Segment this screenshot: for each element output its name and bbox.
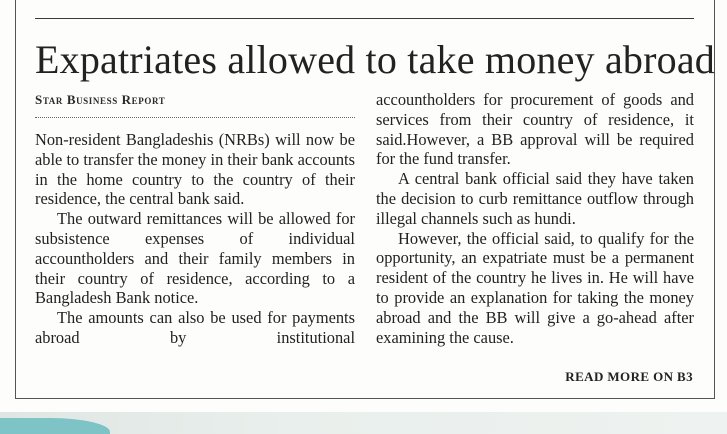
- paragraph-2: The outward remittances will be allowed for subsistence expenses of individual accountholders and their family members in their country of residence, according to a Bangladesh Bank notice.: [35, 209, 355, 308]
- byline-dotted-divider: [35, 117, 355, 118]
- paragraph-3-continued: accountholders for procurement of goods and services from their country of residence, it said.However, a BB approval will be required for the fund transfer.: [376, 90, 694, 169]
- paragraph-3: The amounts can also be used for payments abroad by institutional: [35, 308, 355, 347]
- article-column-right: [376, 90, 694, 347]
- top-rule: [35, 18, 694, 19]
- headline: Expatriates allowed to take money abroad: [35, 37, 715, 82]
- paragraph-1: Non-resident Bangladeshis (NRBs) will now be able to transfer the money in their bank accounts in the home country to the country of their residence, the central bank said.: [35, 130, 355, 209]
- article-column-left: [35, 130, 355, 348]
- read-more-link[interactable]: READ MORE ON B3: [565, 369, 693, 384]
- paragraph-5: However, the official said, to qualify for the opportunity, an expatriate must be a permanent resident of the country he lives in. He will have to provide an explanation for taking the money abroad and the BB will give a go-ahead after examining the cause.: [376, 228, 694, 347]
- byline: Star Business Report: [35, 92, 166, 107]
- paragraph-4: A central bank official said they have taken the decision to curb remittance outflow through illegal channels such as hundi.: [376, 169, 694, 228]
